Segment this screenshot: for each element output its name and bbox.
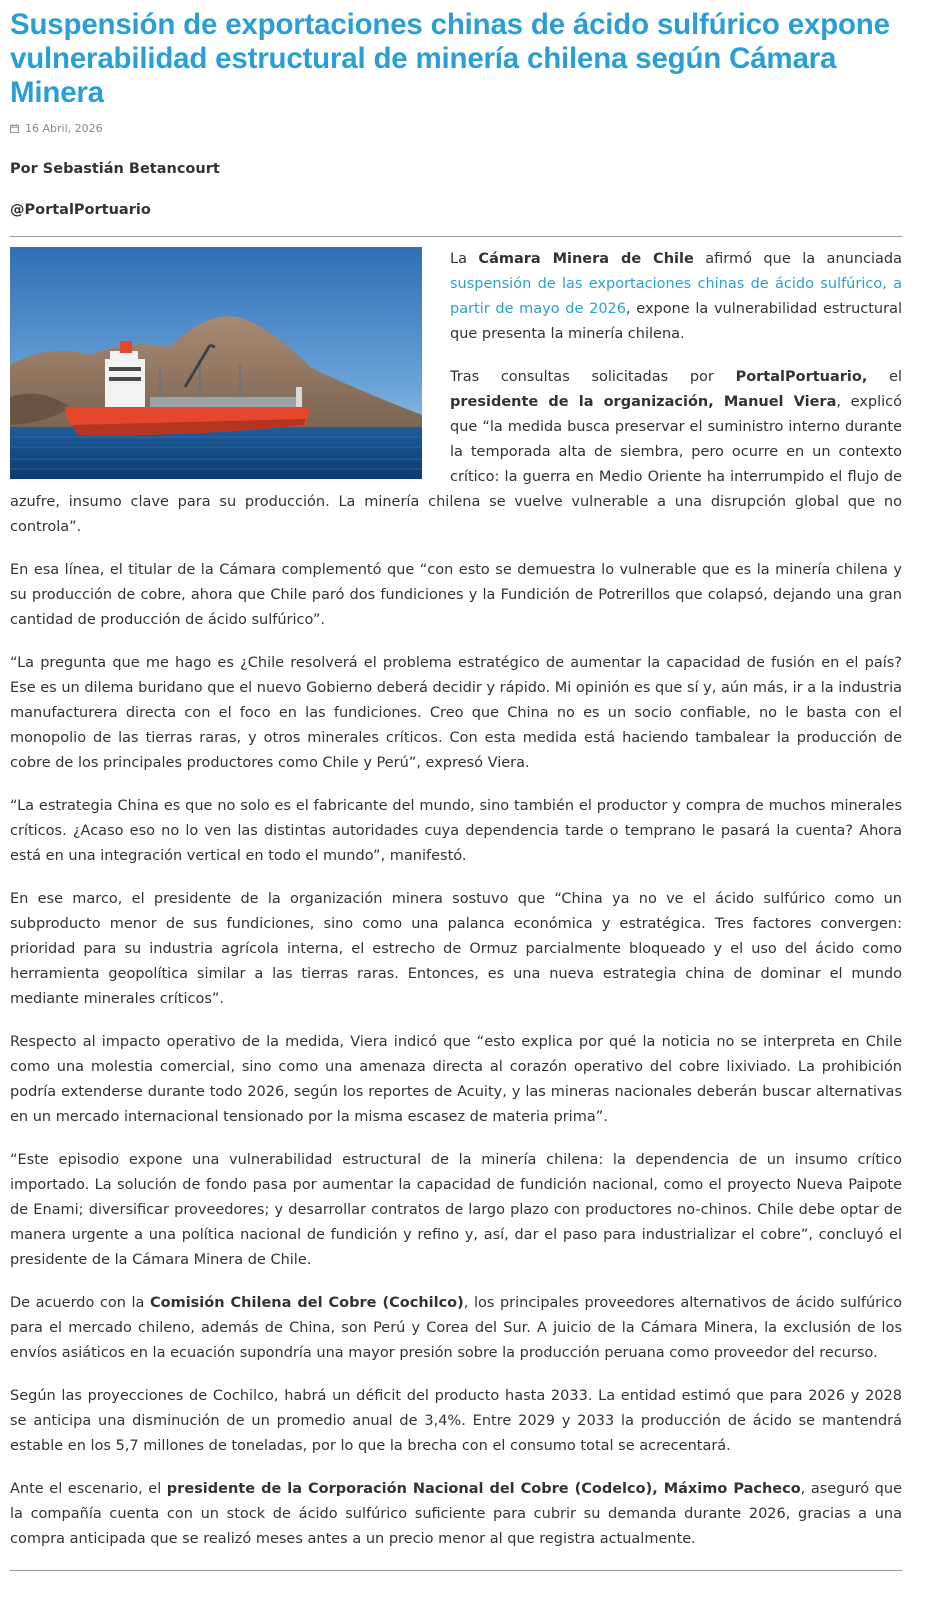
article-body (10, 247, 902, 1552)
paragraph-5: “La estrategia China es que no solo es el fabricante del mundo, sino también el productor y compra de muchos minerales críticos. ¿Acaso eso no lo ven las distintas autoridades cuya dependencia tarde o temprano le pasará la cuenta? Ahora está en una integración vertical en todo el mundo”, manifestó. (10, 798, 902, 864)
paragraph-4: “La pregunta que me hago es ¿Chile resolverá el problema estratégico de aumentar la capacidad de fusión en el país? Ese es un dilema buridano que el nuevo Gobierno deberá decidir y rápido. Mi opinión es que sí y, aún más, ir a la industria manufacturera directa con el foco en las fundiciones. Creo que China no es un socio confiable, no le basta con el monopolio de las tierras raras, y otros minerales críticos. Con esta medida está haciendo tambalear la producción de cobre de los principales productores como Chile y Perú”, expresó Viera. (10, 655, 902, 771)
paragraph-3: En esa línea, el titular de la Cámara complementó que “con esto se demuestra lo vulnerable que es la minería chilena y su producción de cobre, ahora que Chile paró dos fundiciones y la Fundición de Potrerillos que colapsó, dejando una gran cantidad de producción de ácido sulfúrico”. (10, 562, 902, 628)
paragraph-6: En ese marco, el presidente de la organización minera sostuvo que “China ya no ve el ácido sulfúrico como un subproducto menor de sus fundiciones, sino como una palanca económica y estratégica. Tres factores convergen: prioridad para su industria agrícola interna, el estrecho de Ormuz parcialmente bloqueado y el uso del ácido como herramienta geopolítica similar a las tierras raras. Entonces, es una nueva estrategia china de dominar el mundo mediante minerales críticos”. (10, 891, 902, 1007)
paragraph-8: “Este episodio expone una vulnerabilidad estructural de la minería chilena: la dependencia de un insumo crítico importado. La solución de fondo pasa por aumentar la capacidad de fundición nacional, como el proyecto Nueva Paipote de Enami; diversificar proveedores; y desarrollar contratos de largo plazo con productores no-chinos. Chile debe optar de manera urgente a una política nacional de fundición y refino y, así, dar el paso para industrializar el cobre”, concluyó el presidente de la Cámara Minera de Chile. (10, 1152, 902, 1268)
paragraph-7: Respecto al impacto operativo de la medida, Viera indicó que “esto explica por qué la noticia no se interpreta en Chile como una molestia comercial, sino como una amenaza directa al corazón operativo del cobre lixiviado. La prohibición podría extenderse durante todo 2026, según los reportes de Acuity, y las mineras nacionales deberán buscar alternativas en un mercado internacional tensionado por la misma escasez de materia prima”. (10, 1034, 902, 1125)
article-date (10, 122, 902, 135)
bottom-divider (10, 1570, 902, 1571)
paragraph-9: De acuerdo con la Comisión Chilena del Cobre (Cochilco), los principales proveedores alternativos de ácido sulfúrico para el mercado chileno, además de China, son Perú y Corea del Sur. A juicio de la Cámara Minera, la exclusión de los envíos asiáticos en la ecuación supondría una mayor presión sobre la producción peruana como proveedor del recurso. (10, 1295, 903, 1361)
date-text: 16 Abril, 2026 (25, 122, 103, 135)
paragraph-11: Ante el escenario, el presidente de la Corporación Nacional del Cobre (Codelco), Máximo Pacheco, aseguró que la compañía cuenta con un stock de ácido sulfúrico suficiente para cubrir su demanda durante 2026, gracias a una compra anticipada que se realizó meses antes a un precio menor al que registra actualmente. (10, 1481, 902, 1547)
twitter-handle: @PortalPortuario (10, 202, 151, 218)
paragraph-10: Según las proyecciones de Cochilco, habrá un déficit del producto hasta 2033. La entidad estimó que para 2026 y 2028 se anticipa una disminución de un promedio anual de 3,4%. Entre 2029 y 2033 la producción de ácido se mantendrá estable en los 5,7 millones de toneladas, por lo que la brecha con el consumo total se acrecentará. (10, 1388, 902, 1454)
author-byline: Por Sebastián Betancourt (10, 161, 220, 177)
paragraph-1: La Cámara Minera de Chile afirmó que la anunciada suspensión de las exportaciones chinas de ácido sulfúrico, a partir de mayo de 2026, expone la vulnerabilidad estructural que presenta la minería chilena. (450, 251, 902, 342)
paragraph-2: Tras consultas solicitadas por PortalPortuario, el presidente de la organización, Manuel Viera, explicó que “la medida busca preservar el suministro interno durante la temporada alta de siembra, pero ocurre en un contexto crítico: la guerra en Medio Oriente ha interrumpido el flujo de azufre, insumo clave para su producción. La minería chilena se vuelve vulnerable a una disrupción global que no controla”. (10, 369, 902, 535)
export-suspension-link[interactable]: suspensión de las exportaciones chinas de ácido sulfúrico, a partir de mayo de 2026 (450, 276, 902, 317)
cargo-ship-photo (10, 247, 422, 479)
divider (10, 236, 902, 237)
calendar-icon (10, 124, 19, 133)
article-title: Suspensión de exportaciones chinas de ácido sulfúrico expone vulnerabilidad estructural de minería chilena según Cámara Minera (10, 8, 890, 109)
